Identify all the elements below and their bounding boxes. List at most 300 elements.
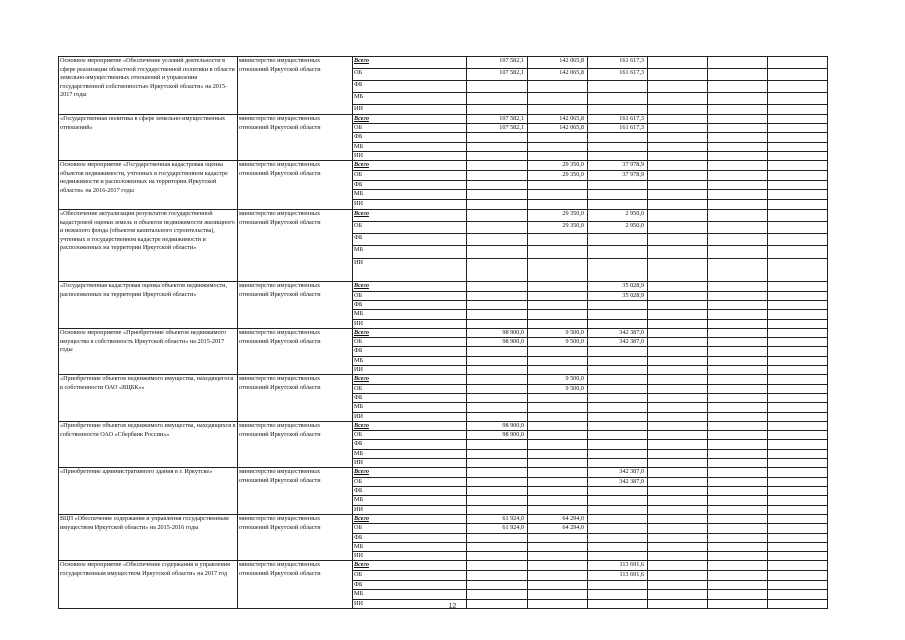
amount-col-9 <box>768 524 828 534</box>
amount-2015 <box>467 581 528 590</box>
amount-col-8 <box>708 459 768 468</box>
amount-2016: 142 065,8 <box>528 57 588 69</box>
amount-col-8 <box>708 590 768 600</box>
funding-source: ОБ <box>353 478 467 487</box>
amount-2017: 113 691,6 <box>588 561 648 571</box>
amount-2017 <box>588 366 648 375</box>
amount-col-7 <box>648 133 708 143</box>
amount-2016 <box>528 259 588 282</box>
amount-col-8 <box>708 105 768 115</box>
amount-2016 <box>528 143 588 152</box>
activity-name: «Приобретение административного здания в г. Иркутске» <box>59 468 238 515</box>
amount-col-9 <box>768 478 828 487</box>
amount-2016: 29 350,0 <box>528 171 588 181</box>
amount-col-7 <box>648 534 708 543</box>
amount-2016: 142 065,8 <box>528 124 588 133</box>
amount-2016: 9 500,0 <box>528 385 588 394</box>
amount-col-9 <box>768 515 828 524</box>
amount-2017 <box>588 534 648 543</box>
funding-source: Всего <box>353 57 467 69</box>
amount-2015 <box>467 282 528 292</box>
amount-2015 <box>467 375 528 385</box>
funding-source: ИИ <box>353 200 467 210</box>
amount-2015 <box>467 440 528 450</box>
amount-2016 <box>528 543 588 552</box>
amount-col-7 <box>648 181 708 190</box>
amount-2016 <box>528 181 588 190</box>
amount-col-9 <box>768 440 828 450</box>
amount-col-8 <box>708 222 768 234</box>
funding-source: МБ <box>353 403 467 413</box>
amount-2016 <box>528 459 588 468</box>
amount-2017: 342 387,0 <box>588 329 648 338</box>
amount-col-9 <box>768 394 828 403</box>
amount-2015: 98 900,0 <box>467 422 528 431</box>
amount-2017 <box>588 590 648 600</box>
amount-col-7 <box>648 440 708 450</box>
funding-source: Всего <box>353 375 467 385</box>
amount-col-9 <box>768 282 828 292</box>
amount-2015 <box>467 450 528 459</box>
amount-2017 <box>588 105 648 115</box>
amount-2016 <box>528 440 588 450</box>
funding-source: МБ <box>353 310 467 320</box>
funding-source: Всего <box>353 161 467 171</box>
amount-2017: 161 617,3 <box>588 57 648 69</box>
amount-2016 <box>528 478 588 487</box>
amount-2015 <box>467 552 528 561</box>
amount-2017: 342 387,0 <box>588 338 648 347</box>
amount-col-9 <box>768 190 828 200</box>
amount-col-7 <box>648 366 708 375</box>
amount-col-8 <box>708 357 768 366</box>
amount-col-9 <box>768 259 828 282</box>
amount-2016 <box>528 422 588 431</box>
responsible-executor: министерство имущественных отношений Иркутской области <box>238 515 353 561</box>
responsible-executor: министерство имущественных отношений Иркутской области <box>238 210 353 282</box>
funding-source: ИИ <box>353 600 467 609</box>
amount-col-7 <box>648 524 708 534</box>
amount-col-9 <box>768 590 828 600</box>
funding-source: ФБ <box>353 534 467 543</box>
funding-source: ИИ <box>353 105 467 115</box>
funding-source: Всего <box>353 422 467 431</box>
amount-col-7 <box>648 422 708 431</box>
amount-2015: 107 582,1 <box>467 115 528 124</box>
amount-col-8 <box>708 440 768 450</box>
amount-2016 <box>528 292 588 301</box>
amount-2015 <box>467 152 528 161</box>
amount-2017 <box>588 394 648 403</box>
table-row <box>59 115 828 124</box>
amount-col-8 <box>708 292 768 301</box>
amount-col-7 <box>648 259 708 282</box>
amount-2015 <box>467 385 528 394</box>
amount-2017: 161 617,3 <box>588 124 648 133</box>
amount-col-9 <box>768 422 828 431</box>
amount-col-9 <box>768 431 828 440</box>
amount-col-7 <box>648 124 708 133</box>
amount-col-9 <box>768 487 828 496</box>
amount-col-8 <box>708 561 768 571</box>
funding-source: Всего <box>353 468 467 478</box>
amount-2016 <box>528 200 588 210</box>
amount-col-7 <box>648 143 708 152</box>
amount-2015 <box>467 105 528 115</box>
funding-source: ОБ <box>353 571 467 581</box>
activity-name: «Приобретение объектов недвижимого имущества, находящихся в собственности ОАО «Сбербанк России»» <box>59 422 238 468</box>
amount-2017 <box>588 403 648 413</box>
amount-2015 <box>467 200 528 210</box>
amount-2015 <box>467 543 528 552</box>
amount-2016: 9 500,0 <box>528 375 588 385</box>
amount-2015 <box>467 161 528 171</box>
amount-col-7 <box>648 468 708 478</box>
amount-2016 <box>528 301 588 310</box>
funding-source: МБ <box>353 590 467 600</box>
amount-2015 <box>467 534 528 543</box>
amount-2016 <box>528 468 588 478</box>
amount-2016 <box>528 506 588 515</box>
amount-col-7 <box>648 515 708 524</box>
amount-2016: 29 350,0 <box>528 210 588 222</box>
amount-2017 <box>588 487 648 496</box>
amount-2017: 35 028,9 <box>588 282 648 292</box>
amount-2016 <box>528 152 588 161</box>
amount-2015 <box>467 347 528 357</box>
amount-col-9 <box>768 69 828 81</box>
amount-2016 <box>528 496 588 506</box>
amount-col-8 <box>708 450 768 459</box>
amount-2015 <box>467 234 528 246</box>
table-row <box>59 375 828 385</box>
amount-2016 <box>528 366 588 375</box>
amount-2016: 29 350,0 <box>528 161 588 171</box>
amount-2016 <box>528 133 588 143</box>
amount-2015 <box>467 301 528 310</box>
amount-col-8 <box>708 468 768 478</box>
amount-col-7 <box>648 301 708 310</box>
responsible-executor: министерство имущественных отношений Иркутской области <box>238 57 353 115</box>
amount-2015: 98 900,0 <box>467 329 528 338</box>
amount-2016 <box>528 81 588 93</box>
amount-2017 <box>588 524 648 534</box>
amount-col-8 <box>708 347 768 357</box>
funding-source: ОБ <box>353 171 467 181</box>
amount-col-8 <box>708 190 768 200</box>
responsible-executor: министерство имущественных отношений Иркутской области <box>238 561 353 609</box>
amount-col-7 <box>648 93 708 105</box>
amount-2016 <box>528 581 588 590</box>
amount-2017 <box>588 246 648 259</box>
amount-2015 <box>467 143 528 152</box>
amount-2017: 2 950,0 <box>588 210 648 222</box>
amount-col-9 <box>768 366 828 375</box>
amount-col-7 <box>648 385 708 394</box>
amount-2016 <box>528 320 588 329</box>
amount-col-9 <box>768 357 828 366</box>
funding-source: МБ <box>353 246 467 259</box>
amount-col-8 <box>708 69 768 81</box>
amount-2016: 142 065,8 <box>528 69 588 81</box>
amount-2015 <box>467 210 528 222</box>
amount-2015: 98 900,0 <box>467 431 528 440</box>
amount-2017 <box>588 385 648 394</box>
amount-2017 <box>588 459 648 468</box>
amount-2017 <box>588 200 648 210</box>
amount-2016 <box>528 394 588 403</box>
table-row <box>59 561 828 571</box>
amount-col-8 <box>708 200 768 210</box>
amount-col-9 <box>768 124 828 133</box>
amount-col-7 <box>648 347 708 357</box>
amount-col-9 <box>768 496 828 506</box>
amount-2017 <box>588 301 648 310</box>
amount-col-8 <box>708 571 768 581</box>
amount-2017 <box>588 152 648 161</box>
amount-2015: 61 924,0 <box>467 524 528 534</box>
amount-col-7 <box>648 357 708 366</box>
amount-2015 <box>467 190 528 200</box>
amount-2017 <box>588 422 648 431</box>
amount-col-7 <box>648 329 708 338</box>
activity-name: ВЦП «Обеспечение содержания и управления государственным имуществом Иркутской области» на 2015-2016 годы <box>59 515 238 561</box>
amount-col-9 <box>768 200 828 210</box>
amount-2016 <box>528 403 588 413</box>
amount-2017 <box>588 515 648 524</box>
amount-2017 <box>588 259 648 282</box>
funding-source: МБ <box>353 143 467 152</box>
amount-col-7 <box>648 561 708 571</box>
table-row <box>59 422 828 431</box>
amount-col-9 <box>768 506 828 515</box>
amount-col-8 <box>708 81 768 93</box>
amount-col-9 <box>768 385 828 394</box>
funding-source: МБ <box>353 190 467 200</box>
amount-2015 <box>467 561 528 571</box>
table-row <box>59 468 828 478</box>
amount-col-9 <box>768 222 828 234</box>
responsible-executor: министерство имущественных отношений Иркутской области <box>238 161 353 210</box>
amount-col-7 <box>648 496 708 506</box>
responsible-executor: министерство имущественных отношений Иркутской области <box>238 422 353 468</box>
amount-2017: 161 617,3 <box>588 115 648 124</box>
amount-col-8 <box>708 310 768 320</box>
amount-2015 <box>467 394 528 403</box>
amount-col-8 <box>708 366 768 375</box>
amount-col-8 <box>708 320 768 329</box>
amount-col-8 <box>708 210 768 222</box>
activity-name: «Обеспечение актуализации результатов государственной кадастровой оценки земель и объектов недвижимости жилищного и нежилого фонда (объектов капитального строительства), учтенных в государственном кадастре недвижимости и расположенных на территории Иркутской области» <box>59 210 238 282</box>
amount-2015 <box>467 571 528 581</box>
amount-col-7 <box>648 115 708 124</box>
amount-col-8 <box>708 93 768 105</box>
amount-col-8 <box>708 181 768 190</box>
amount-col-7 <box>648 375 708 385</box>
amount-col-7 <box>648 200 708 210</box>
amount-col-9 <box>768 468 828 478</box>
amount-2016 <box>528 190 588 200</box>
amount-2017 <box>588 543 648 552</box>
amount-2017: 342 387,0 <box>588 478 648 487</box>
amount-col-9 <box>768 413 828 422</box>
amount-2015 <box>467 496 528 506</box>
amount-col-8 <box>708 124 768 133</box>
amount-2016 <box>528 105 588 115</box>
responsible-executor: министерство имущественных отношений Иркутской области <box>238 468 353 515</box>
amount-2016 <box>528 431 588 440</box>
amount-col-8 <box>708 375 768 385</box>
amount-2017 <box>588 496 648 506</box>
funding-source: МБ <box>353 93 467 105</box>
activity-name: «Государственная кадастровая оценка объектов недвижимости, расположенных на территории Иркутской области» <box>59 282 238 329</box>
amount-2015 <box>467 459 528 468</box>
funding-source: ФБ <box>353 440 467 450</box>
amount-2016 <box>528 357 588 366</box>
funding-source: ОБ <box>353 124 467 133</box>
amount-2016: 9 500,0 <box>528 338 588 347</box>
funding-source: МБ <box>353 357 467 366</box>
amount-2017 <box>588 181 648 190</box>
table-row <box>59 57 828 69</box>
amount-2015 <box>467 310 528 320</box>
amount-2016 <box>528 561 588 571</box>
amount-col-9 <box>768 292 828 301</box>
amount-col-8 <box>708 534 768 543</box>
amount-2016 <box>528 487 588 496</box>
funding-source: МБ <box>353 496 467 506</box>
amount-2015 <box>467 413 528 422</box>
amount-col-7 <box>648 161 708 171</box>
amount-col-9 <box>768 375 828 385</box>
amount-col-9 <box>768 459 828 468</box>
amount-col-8 <box>708 581 768 590</box>
amount-col-9 <box>768 534 828 543</box>
table-row <box>59 161 828 171</box>
amount-col-9 <box>768 403 828 413</box>
amount-2015 <box>467 93 528 105</box>
amount-col-7 <box>648 210 708 222</box>
amount-col-8 <box>708 171 768 181</box>
amount-2015 <box>467 171 528 181</box>
funding-source: ОБ <box>353 222 467 234</box>
amount-2017: 161 617,3 <box>588 69 648 81</box>
funding-source: ИИ <box>353 506 467 515</box>
amount-col-8 <box>708 543 768 552</box>
amount-col-7 <box>648 459 708 468</box>
amount-col-9 <box>768 152 828 161</box>
amount-2015: 107 582,1 <box>467 57 528 69</box>
amount-col-8 <box>708 496 768 506</box>
amount-col-7 <box>648 105 708 115</box>
amount-2017 <box>588 310 648 320</box>
funding-source: ФБ <box>353 487 467 496</box>
amount-col-8 <box>708 234 768 246</box>
funding-source: ОБ <box>353 338 467 347</box>
amount-2017 <box>588 581 648 590</box>
amount-col-8 <box>708 115 768 124</box>
table-row <box>59 210 828 222</box>
amount-col-8 <box>708 259 768 282</box>
amount-col-9 <box>768 246 828 259</box>
amount-col-8 <box>708 301 768 310</box>
amount-2015 <box>467 403 528 413</box>
activity-name: «Государственная политика в сфере земельно-имущественных отношений» <box>59 115 238 161</box>
amount-col-7 <box>648 282 708 292</box>
funding-source: ИИ <box>353 320 467 329</box>
funding-source: Всего <box>353 210 467 222</box>
amount-col-9 <box>768 210 828 222</box>
amount-col-7 <box>648 394 708 403</box>
amount-col-8 <box>708 152 768 161</box>
amount-2015 <box>467 181 528 190</box>
amount-col-9 <box>768 347 828 357</box>
amount-col-7 <box>648 403 708 413</box>
activity-name: «Приобретение объектов недвижимого имущества, находящегося в собственности ОАО «ВЦБК»» <box>59 375 238 422</box>
amount-2015 <box>467 292 528 301</box>
amount-2015 <box>467 468 528 478</box>
amount-col-8 <box>708 394 768 403</box>
amount-2016 <box>528 450 588 459</box>
amount-col-7 <box>648 487 708 496</box>
amount-col-7 <box>648 590 708 600</box>
amount-col-7 <box>648 543 708 552</box>
amount-col-8 <box>708 329 768 338</box>
amount-col-7 <box>648 190 708 200</box>
amount-col-8 <box>708 478 768 487</box>
amount-col-9 <box>768 571 828 581</box>
amount-2017: 2 950,0 <box>588 222 648 234</box>
responsible-executor: министерство имущественных отношений Иркутской области <box>238 375 353 422</box>
table-row <box>59 282 828 292</box>
amount-col-9 <box>768 105 828 115</box>
amount-col-7 <box>648 81 708 93</box>
amount-2015 <box>467 222 528 234</box>
funding-source: МБ <box>353 450 467 459</box>
amount-2015: 107 582,1 <box>467 124 528 133</box>
amount-col-8 <box>708 524 768 534</box>
amount-col-7 <box>648 478 708 487</box>
funding-source: ОБ <box>353 292 467 301</box>
amount-2016 <box>528 571 588 581</box>
amount-col-9 <box>768 234 828 246</box>
amount-2016: 29 350,0 <box>528 222 588 234</box>
table-row <box>59 329 828 338</box>
amount-2017 <box>588 431 648 440</box>
amount-2017 <box>588 440 648 450</box>
amount-2016 <box>528 93 588 105</box>
amount-col-9 <box>768 450 828 459</box>
amount-col-9 <box>768 329 828 338</box>
activity-name: Основное мероприятие «Государственная кадастровая оценка объектов недвижимости, учтенных в государственном кадастре недвижимости и расположенных на территории Иркутской области» на 2016-2017 годы <box>59 161 238 210</box>
amount-2015: 107 582,1 <box>467 69 528 81</box>
table-row <box>59 515 828 524</box>
amount-col-8 <box>708 487 768 496</box>
amount-col-8 <box>708 552 768 561</box>
amount-col-9 <box>768 133 828 143</box>
amount-col-8 <box>708 246 768 259</box>
amount-col-8 <box>708 57 768 69</box>
amount-col-9 <box>768 320 828 329</box>
amount-col-7 <box>648 234 708 246</box>
amount-2017 <box>588 81 648 93</box>
amount-col-7 <box>648 320 708 329</box>
amount-2017 <box>588 93 648 105</box>
amount-2017 <box>588 552 648 561</box>
budget-table <box>58 56 828 609</box>
amount-2016 <box>528 310 588 320</box>
amount-col-9 <box>768 581 828 590</box>
